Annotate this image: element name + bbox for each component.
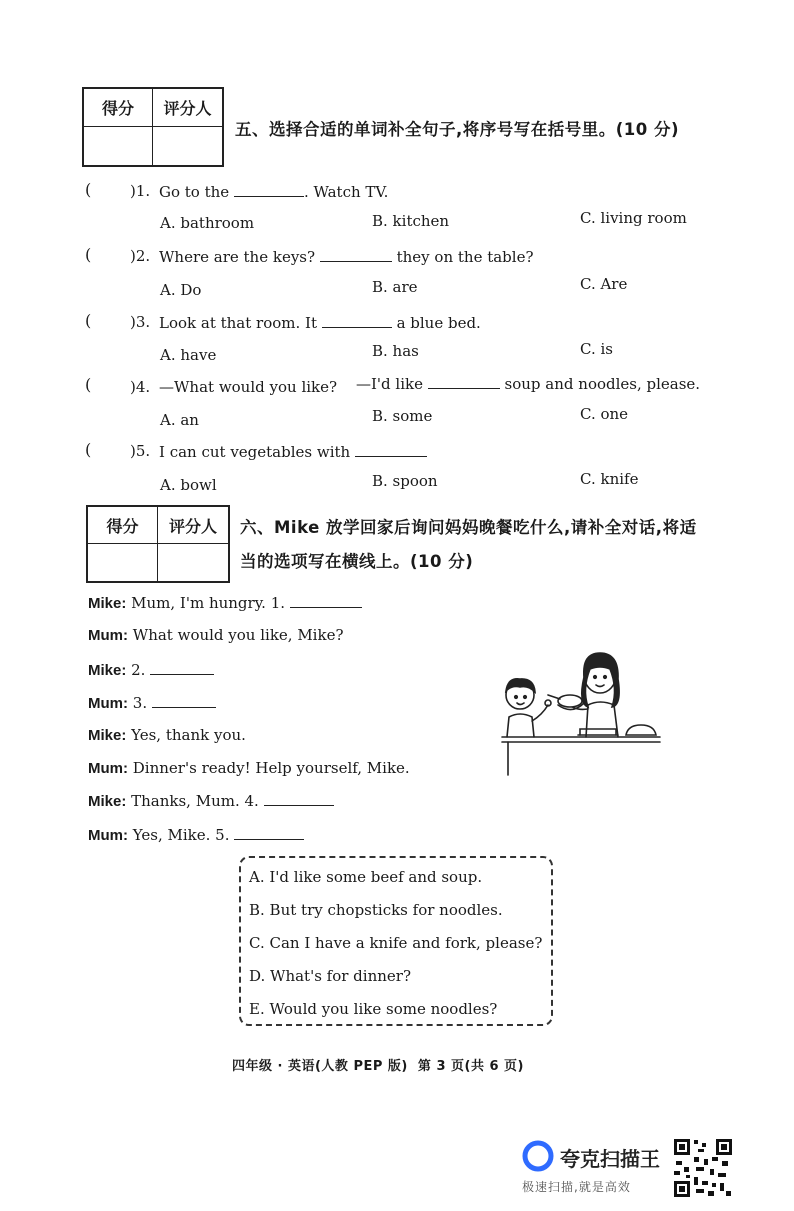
speaker: Mike: [88, 727, 127, 744]
score-cell[interactable] [88, 544, 158, 581]
scanner-slogan: 极速扫描,就是高效 [522, 1180, 631, 1194]
option-b: B. some [372, 407, 433, 425]
answer-blank [322, 313, 392, 328]
grader-cell[interactable] [153, 127, 222, 165]
dialogue-line-7: Mike: Thanks, Mum. 4. [88, 791, 334, 810]
section6-title-line1: 六、Mike 放学回家后询问妈妈晚餐吃什么,请补全对话,将适 [240, 518, 697, 537]
answer-paren[interactable]: ( [85, 245, 92, 264]
kitchen-illustration [498, 645, 668, 780]
dialogue-options-box [239, 856, 553, 1026]
option-c: C. Are [580, 275, 628, 293]
dialogue-line-5: Mike: Yes, thank you. [88, 726, 246, 744]
answer-blank[interactable] [290, 593, 362, 608]
question-text-part2: —I'd like soup and noodles, please. [356, 375, 701, 393]
question-text: Go to the . Watch TV. [159, 183, 389, 201]
choice-e: E. Would you like some noodles? [249, 1000, 498, 1018]
answer-paren[interactable]: ( [85, 375, 92, 394]
dialogue-line-4: Mum: 3. [88, 693, 216, 712]
option-c: C. living room [580, 209, 687, 227]
dialogue-line-6: Mum: Dinner's ready! Help yourself, Mike. [88, 759, 410, 777]
speaker: Mum: [88, 627, 128, 644]
question-number: )5. [130, 442, 151, 460]
answer-paren[interactable]: ( [85, 311, 92, 330]
question-text-part1: —What would you like? [159, 378, 338, 396]
score-cell[interactable] [84, 127, 153, 165]
answer-paren[interactable]: ( [85, 180, 92, 199]
dialogue-line-3: Mike: 2. [88, 660, 214, 679]
dialogue-line-2: Mum: What would you like, Mike? [88, 626, 344, 644]
section5-title: 五、选择合适的单词补全句子,将序号写在括号里。(10 分) [235, 120, 680, 139]
question-text: Look at that room. It a blue bed. [159, 314, 481, 332]
scanner-logo-icon [522, 1140, 554, 1172]
answer-blank[interactable] [264, 791, 334, 806]
score-label: 得分 [88, 507, 158, 544]
question-number: )3. [130, 313, 151, 331]
question-text: I can cut vegetables with [159, 442, 427, 461]
question-number: )2. [130, 247, 151, 265]
option-b: B. spoon [372, 472, 438, 490]
answer-blank [355, 442, 427, 457]
choice-c: C. Can I have a knife and fork, please? [249, 934, 543, 952]
option-c: C. is [580, 340, 613, 358]
speaker: Mum: [88, 695, 128, 712]
speaker: Mike: [88, 595, 127, 612]
option-c: C. one [580, 405, 629, 423]
speaker: Mum: [88, 760, 128, 777]
option-a: A. bathroom [160, 214, 255, 232]
option-b: B. has [372, 342, 419, 360]
question-number: )1. [130, 182, 151, 200]
dialogue-line-8: Mum: Yes, Mike. 5. [88, 825, 304, 844]
option-c: C. knife [580, 470, 639, 488]
choice-b: B. But try chopsticks for noodles. [249, 901, 503, 919]
option-b: B. kitchen [372, 212, 450, 230]
answer-blank[interactable] [152, 693, 216, 708]
option-a: A. Do [160, 281, 202, 299]
dialogue-line-1: Mike: Mum, I'm hungry. 1. [88, 593, 362, 612]
score-box-section6 [86, 505, 230, 583]
grader-label: 评分人 [158, 507, 228, 544]
answer-blank [428, 374, 500, 389]
qr-code-icon [672, 1137, 734, 1199]
scanner-watermark [522, 1140, 672, 1200]
score-label: 得分 [84, 89, 153, 127]
option-a: A. an [160, 411, 199, 429]
section6-title-line2: 当的选项写在横线上。(10 分) [240, 552, 474, 571]
scanner-brand: 夸克扫描王 [560, 1147, 660, 1171]
answer-blank[interactable] [150, 660, 214, 675]
choice-a: A. I'd like some beef and soup. [249, 868, 483, 886]
answer-blank[interactable] [234, 825, 304, 840]
option-b: B. are [372, 278, 418, 296]
page-footer: 四年级 · 英语(人教 PEP 版) 第 3 页(共 6 页) [232, 1059, 524, 1074]
option-a: A. bowl [160, 476, 217, 494]
speaker: Mike: [88, 662, 127, 679]
speaker: Mum: [88, 827, 128, 844]
answer-blank [234, 182, 304, 197]
option-a: A. have [160, 346, 217, 364]
question-text: Where are the keys? they on the table? [159, 248, 534, 266]
grader-label: 评分人 [153, 89, 222, 127]
score-box-section5 [82, 87, 224, 167]
choice-d: D. What's for dinner? [249, 967, 411, 985]
speaker: Mike: [88, 793, 127, 810]
answer-blank [320, 247, 392, 262]
grader-cell[interactable] [158, 544, 228, 581]
answer-paren[interactable]: ( [85, 440, 92, 459]
question-number: )4. [130, 378, 151, 396]
